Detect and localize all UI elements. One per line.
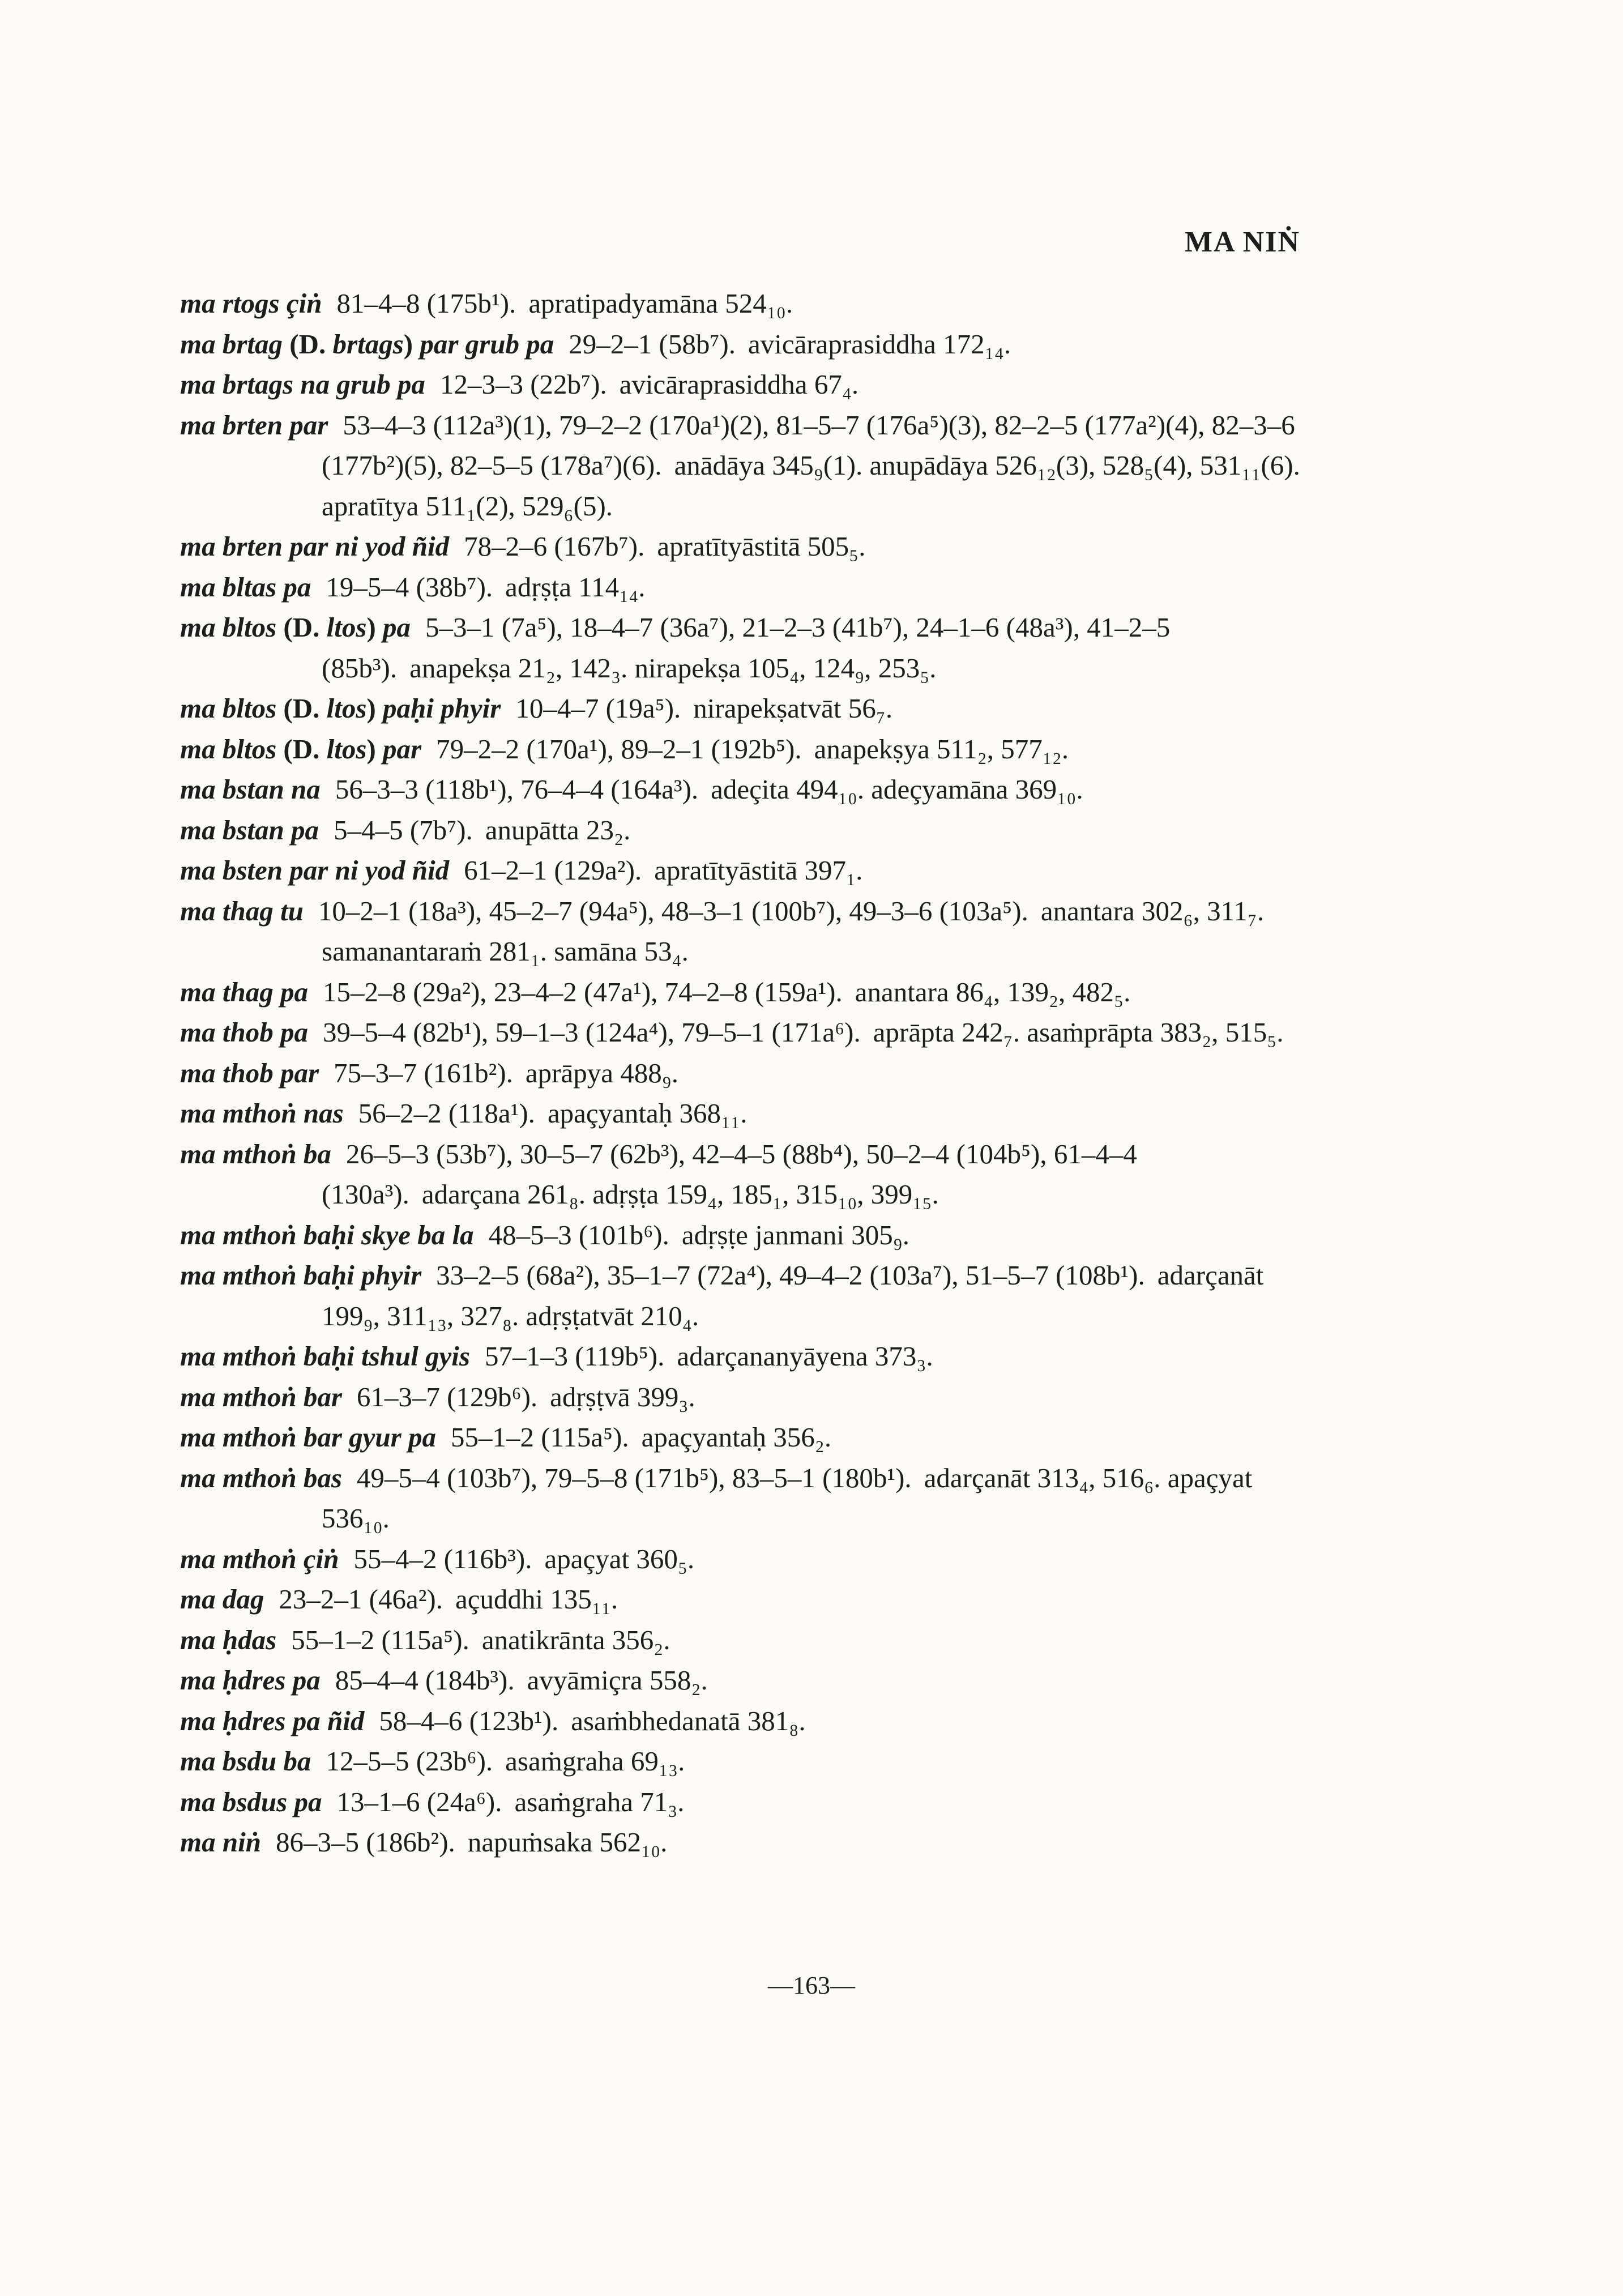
entry-headword: [180, 1624, 276, 1655]
dictionary-entry: [180, 1377, 1307, 1418]
headword-main: ma bstan na: [180, 774, 321, 805]
dictionary-entry: [180, 850, 1307, 891]
entry-headword: [180, 1341, 470, 1372]
entry-headword: [180, 1826, 261, 1858]
headword-main: ma bltos: [180, 733, 277, 765]
entry-headword: [180, 1584, 264, 1615]
entry-references: 58–4–6 (123b¹).: [379, 1705, 559, 1736]
dictionary-entry: [180, 324, 1307, 365]
entry-sanskrit: avicāraprasiddha 67₄.: [619, 369, 859, 400]
entry-sanskrit: apratītyāstitā 505₅.: [657, 531, 866, 562]
entry-references: 79–2–2 (170a¹), 89–2–1 (192b⁵).: [436, 733, 802, 765]
entry-headword: [180, 814, 319, 846]
headword-variant-note: (D. brtags): [283, 328, 420, 360]
entry-headword: [180, 571, 311, 603]
dictionary-entry: [180, 891, 1307, 972]
dictionary-entry: [180, 1660, 1307, 1701]
entry-references: 61–3–7 (129b⁶).: [356, 1381, 538, 1412]
entry-sanskrit: avicāraprasiddha 172₁₄.: [748, 328, 1011, 360]
entry-sanskrit: anādāya 345₉(1). anupādāya 526₁₂(3), 528₅(4), 531₁₁(6). apratītya 511₁(2), 529₆(5).: [322, 450, 1300, 522]
entry-references: 39–5–4 (82b¹), 59–1–3 (124a⁴), 79–5–1 (171a⁶).: [322, 1017, 861, 1048]
dictionary-entry: [180, 1822, 1307, 1863]
headword-main: ma bsdu ba: [180, 1746, 311, 1777]
entry-references: 49–5–4 (103b⁷), 79–5–8 (171b⁵), 83–5–1 (180b¹).: [356, 1462, 912, 1493]
entry-references: 78–2–6 (167b⁷).: [464, 531, 645, 562]
dictionary-entry: [180, 1053, 1307, 1094]
entry-references: 53–4–3 (112a³)(1), 79–2–2 (170a¹)(2), 81–5–7 (176a⁵)(3), 82–2–5 (177a²)(4), 82–3–6 (177b²)(5), 82–5–5 (178a⁷)(6).: [322, 409, 1295, 481]
dictionary-entry: [180, 1539, 1307, 1580]
headword-main: ma bstan pa: [180, 814, 319, 846]
entry-references: 61–2–1 (129a²).: [464, 855, 642, 886]
dictionary-entry: [180, 526, 1307, 567]
dictionary-entry: [180, 729, 1307, 770]
entry-headword: [180, 1219, 474, 1251]
dictionary-entry: [180, 1458, 1307, 1539]
entry-sanskrit: adṛṣṭe janmani 305₉.: [681, 1219, 910, 1251]
entry-headword: [180, 1422, 436, 1453]
headword-main: ma bltos: [180, 693, 277, 724]
headword-main: ma brtags na grub pa: [180, 369, 425, 400]
headword-main: ma mthoṅ baḥi phyir: [180, 1260, 422, 1291]
dictionary-entry: [180, 688, 1307, 729]
entry-headword: [180, 1705, 364, 1736]
headword-continuation: pa: [383, 612, 411, 643]
headword-main: ma bsdus pa: [180, 1786, 322, 1817]
headword-main: ma dag: [180, 1584, 264, 1615]
entry-headword: [180, 774, 321, 805]
entry-headword: [180, 693, 501, 724]
entry-references: 75–3–7 (161b²).: [334, 1057, 513, 1089]
entry-headword: [180, 1017, 308, 1048]
dictionary-entry: [180, 1215, 1307, 1256]
headword-main: ma bltas pa: [180, 571, 311, 603]
entry-sanskrit: anapekṣa 21₂, 142₃. nirapekṣa 105₄, 124₉, 253₅.: [409, 652, 937, 684]
entry-sanskrit: anantara 302₆, 311₇. samanantaraṁ 281₁. samāna 53₄.: [322, 895, 1265, 967]
entry-headword: [180, 855, 449, 886]
headword-main: ma bltos: [180, 612, 277, 643]
dictionary-entry: [180, 1701, 1307, 1742]
entry-sanskrit: anupātta 23₂.: [485, 814, 631, 846]
entry-sanskrit: adṛṣṭvā 399₃.: [550, 1381, 695, 1412]
entry-sanskrit: açuddhi 135₁₁.: [455, 1584, 618, 1615]
entry-headword: [180, 1138, 331, 1170]
headword-main: ma mthoṅ çiṅ: [180, 1543, 339, 1574]
entry-sanskrit: adarçananyāyena 373₃.: [677, 1341, 933, 1372]
dictionary-entry: [180, 1093, 1307, 1134]
entry-sanskrit: asaṁbhedanatā 381₈.: [571, 1705, 806, 1736]
headword-main: ma brten par ni yod ñid: [180, 531, 450, 562]
entry-references: 29–2–1 (58b⁷).: [569, 328, 736, 360]
dictionary-entry: [180, 1336, 1307, 1377]
entry-sanskrit: adeçita 494₁₀. adeçyamāna 369₁₀.: [711, 774, 1083, 805]
entry-headword: [180, 733, 421, 765]
entry-sanskrit: nirapekṣatvāt 56₇.: [693, 693, 893, 724]
headword-main: ma mthoṅ nas: [180, 1098, 344, 1129]
dictionary-entry: [180, 1741, 1307, 1782]
headword-variant-note: (D. ltos): [276, 733, 383, 765]
headword-main: ma brtag: [180, 328, 283, 360]
entry-headword: [180, 531, 449, 562]
entry-references: 15–2–8 (29a²), 23–4–2 (47a¹), 74–2–8 (159a¹).: [322, 976, 843, 1008]
entry-references: 56–3–3 (118b¹), 76–4–4 (164a³).: [335, 774, 699, 805]
entry-sanskrit: avyāmiçra 558₂.: [527, 1665, 708, 1696]
entry-references: 57–1–3 (119b⁵).: [484, 1341, 665, 1372]
entry-headword: [180, 369, 425, 400]
entry-headword: [180, 976, 308, 1008]
entry-references: 5–4–5 (7b⁷).: [334, 814, 473, 846]
entry-references: 55–1–2 (115a⁵).: [291, 1624, 469, 1655]
entry-sanskrit: napuṁsaka 562₁₀.: [467, 1826, 668, 1858]
headword-main: ma mthoṅ baḥi tshul gyis: [180, 1341, 470, 1372]
page-header-title: MA NIṄ: [1184, 226, 1300, 258]
dictionary-entry: [180, 364, 1307, 405]
headword-main: ma bsten par ni yod ñid: [180, 855, 450, 886]
entry-headword: [180, 1057, 319, 1089]
entry-sanskrit: adarçanāt 199₉, 311₁₃, 327₈. adṛṣṭatvāt 210₄.: [322, 1260, 1264, 1331]
entry-references: 10–4–7 (19a⁵).: [515, 693, 681, 724]
entry-references: 12–5–5 (23b⁶).: [326, 1746, 493, 1777]
entry-sanskrit: asaṁgraha 69₁₃.: [505, 1746, 685, 1777]
entry-headword: [180, 1746, 311, 1777]
dictionary-entry: [180, 1579, 1307, 1620]
entry-references: 86–3–5 (186b²).: [275, 1826, 455, 1858]
headword-continuation: paḥi phyir: [383, 693, 501, 724]
entry-references: 12–3–3 (22b⁷).: [439, 369, 607, 400]
dictionary-entries: [180, 283, 1307, 1863]
entry-sanskrit: apratītyāstitā 397₁.: [654, 855, 863, 886]
headword-main: ma mthoṅ ba: [180, 1138, 331, 1170]
dictionary-entry: [180, 283, 1307, 324]
headword-main: ma ḥdas: [180, 1624, 277, 1655]
dictionary-entry: [180, 1782, 1307, 1823]
entry-headword: [180, 1786, 322, 1817]
headword-variant-note: (D. ltos): [276, 612, 383, 643]
headword-main: ma mthoṅ bar gyur pa: [180, 1422, 436, 1453]
entry-sanskrit: adṛṣṭa 114₁₄.: [505, 571, 646, 603]
entry-references: 13–1–6 (24a⁶).: [336, 1786, 502, 1817]
dictionary-entry: [180, 405, 1307, 527]
entry-sanskrit: apratipadyamāna 524₁₀.: [528, 288, 793, 319]
headword-main: ma mthoṅ bar: [180, 1381, 342, 1412]
entry-headword: [180, 1543, 339, 1574]
dictionary-entry: [180, 769, 1307, 810]
dictionary-entry: [180, 567, 1307, 608]
headword-main: ma thag pa: [180, 976, 308, 1008]
entry-headword: [180, 409, 328, 441]
entry-headword: [180, 895, 304, 927]
entry-sanskrit: aprāpya 488₉.: [525, 1057, 679, 1089]
headword-main: ma brten par: [180, 409, 328, 441]
headword-main: ma rtogs çiṅ: [180, 288, 322, 319]
entry-headword: [180, 328, 554, 360]
dictionary-entry: [180, 607, 1307, 688]
headword-main: ma ḥdres pa ñid: [180, 1705, 365, 1736]
entry-references: 23–2–1 (46a²).: [279, 1584, 443, 1615]
headword-main: ma thob pa: [180, 1017, 308, 1048]
entry-sanskrit: apaçyantaḥ 356₂.: [641, 1422, 832, 1453]
headword-continuation: par grub pa: [420, 328, 554, 360]
entry-references: 55–1–2 (115a⁵).: [450, 1422, 629, 1453]
entry-sanskrit: adarçana 261₈. adṛṣṭa 159₄, 185₁, 315₁₀, 399₁₅.: [421, 1179, 939, 1210]
entry-sanskrit: anantara 86₄, 139₂, 482₅.: [855, 976, 1131, 1008]
entry-references: 81–4–8 (175b¹).: [336, 288, 516, 319]
dictionary-entry: [180, 1134, 1307, 1215]
dictionary-entry: [180, 1620, 1307, 1661]
headword-main: ma mthoṅ baḥi skye ba la: [180, 1219, 474, 1251]
entry-references: 19–5–4 (38b⁷).: [326, 571, 493, 603]
entry-references: 55–4–2 (116b³).: [353, 1543, 532, 1574]
dictionary-entry: [180, 1012, 1307, 1053]
entry-references: 85–4–4 (184b³).: [335, 1665, 515, 1696]
headword-main: ma niṅ: [180, 1826, 261, 1858]
entry-sanskrit: anatikrānta 356₂.: [481, 1624, 670, 1655]
entry-references: 26–5–3 (53b⁷), 30–5–7 (62b³), 42–4–5 (88b⁴), 50–2–4 (104b⁵), 61–4–4 (130a³).: [322, 1138, 1137, 1210]
entry-sanskrit: apaçyat 360₅.: [544, 1543, 695, 1574]
headword-main: ma ḥdres pa: [180, 1665, 321, 1696]
headword-main: ma thob par: [180, 1057, 319, 1089]
entry-references: 48–5–3 (101b⁶).: [488, 1219, 669, 1251]
headword-continuation: par: [383, 733, 422, 765]
dictionary-entry: [180, 810, 1307, 851]
headword-main: ma thag tu: [180, 895, 304, 927]
entry-references: 10–2–1 (18a³), 45–2–7 (94a⁵), 48–3–1 (100b⁷), 49–3–6 (103a⁵).: [318, 895, 1028, 927]
entry-headword: [180, 612, 411, 643]
entry-headword: [180, 1462, 342, 1493]
headword-variant-note: (D. ltos): [276, 693, 383, 724]
dictionary-entry: [180, 1255, 1307, 1336]
entry-references: 56–2–2 (118a¹).: [358, 1098, 535, 1129]
entry-headword: [180, 1665, 321, 1696]
entry-headword: [180, 1098, 344, 1129]
entry-sanskrit: apaçyantaḥ 368₁₁.: [547, 1098, 748, 1129]
entry-sanskrit: anapekṣya 511₂, 577₁₂.: [814, 733, 1069, 765]
page-number: —163—: [768, 1971, 855, 1999]
dictionary-entry: [180, 972, 1307, 1013]
entry-headword: [180, 288, 322, 319]
entry-headword: [180, 1381, 342, 1412]
entry-sanskrit: adarçanāt 313₄, 516₆. apaçyat 536₁₀.: [322, 1462, 1253, 1534]
entry-references: 5–3–1 (7a⁵), 18–4–7 (36a⁷), 21–2–3 (41b⁷), 24–1–6 (48a³), 41–2–5 (85b³).: [322, 612, 1171, 684]
entry-references: 33–2–5 (68a²), 35–1–7 (72a⁴), 49–4–2 (103a⁷), 51–5–7 (108b¹).: [436, 1260, 1145, 1291]
entry-sanskrit: asaṁgraha 71₃.: [514, 1786, 685, 1817]
dictionary-entry: [180, 1417, 1307, 1458]
headword-main: ma mthoṅ bas: [180, 1462, 342, 1493]
entry-sanskrit: aprāpta 242₇. asaṁprāpta 383₂, 515₅.: [873, 1017, 1284, 1048]
entry-headword: [180, 1260, 421, 1291]
